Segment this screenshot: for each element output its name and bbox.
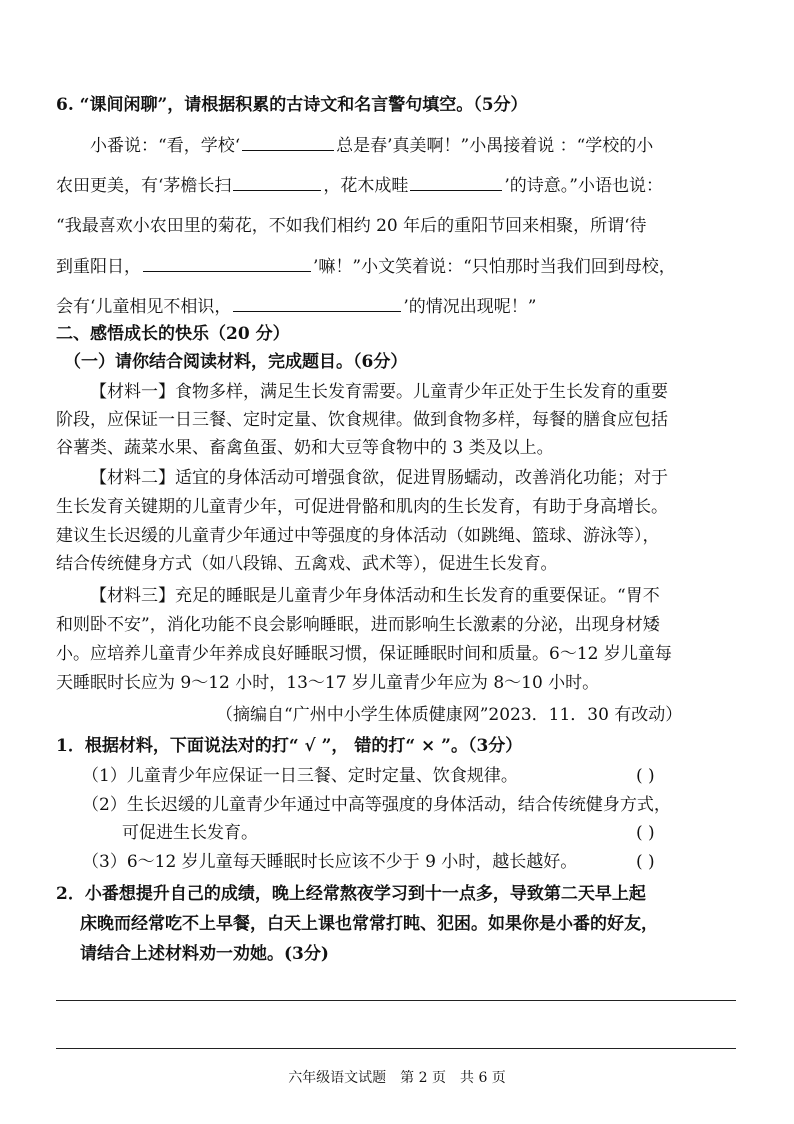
q2-line-3: 请结合上述材料劝一劝她。(3分) bbox=[80, 944, 329, 964]
subsection-1-title: （一）请你结合阅读材料，完成题目。（6分） bbox=[64, 352, 408, 372]
q1-answer-box-3[interactable]: ( ) bbox=[636, 852, 655, 872]
q6-title: 6. “课间闲聊”，请根据积累的古诗文和名言警句填空。（5分） bbox=[56, 95, 528, 115]
q1-answer-box-2[interactable]: ( ) bbox=[636, 823, 655, 843]
q2-line-2: 床晚而经常吃不上早餐，白天上课也常常打盹、犯困。如果你是小番的好友， bbox=[80, 914, 658, 934]
q1-statement-2: （2）生长迟缓的儿童青少年通过中高等强度的身体活动，结合传统健身方式， bbox=[82, 795, 671, 815]
material-3-line-2: 和则卧不安”，消化功能不良会影响睡眠，进而影响生长激素的分泌，出现身材矮 bbox=[56, 615, 660, 635]
material-2-line-1: 【材料二】适宜的身体活动可增强食欲，促进胃肠蠕动，改善消化功能；对于 bbox=[90, 468, 668, 488]
source-citation: （摘编自“广州中小学生体质健康网”2023．11．30 有改动） bbox=[216, 705, 683, 725]
answer-blank-3[interactable] bbox=[410, 173, 502, 191]
answer-line-1[interactable] bbox=[56, 1000, 736, 1001]
answer-blank-4[interactable] bbox=[143, 254, 311, 272]
material-3-line-4: 天睡眠时长应为 9～12 小时，13～17 岁儿童青少年应为 8～10 小时。 bbox=[56, 673, 600, 693]
answer-line-2[interactable] bbox=[56, 1048, 736, 1049]
material-3-line-3: 小。应培养儿童青少年养成良好睡眠习惯，保证睡眠时间和质量。6～12 岁儿童每 bbox=[56, 644, 672, 664]
material-1-line-2: 阶段，应保证一日三餐、定时定量、饮食规律。做到食物多样，每餐的膳食应包括 bbox=[56, 410, 668, 430]
page-footer: 六年级语文试题 第 2 页 共 6 页 bbox=[288, 1070, 506, 1086]
q1-title: 1．根据材料，下面说法对的打“ √ ”， 错的打“ × ”。（3分） bbox=[56, 736, 523, 756]
q1-answer-box-1[interactable]: ( ) bbox=[636, 766, 655, 786]
section-2-title: 二、感悟成长的快乐（20 分） bbox=[56, 324, 290, 344]
q2-line-1: 2．小番想提升自己的成绩，晚上经常熬夜学习到十一点多，导致第二天早上起 bbox=[56, 884, 646, 904]
material-1-line-1: 【材料一】食物多样，满足生长发育需要。儿童青少年正处于生长发育的重要 bbox=[90, 382, 668, 402]
material-2-line-3: 建议生长迟缓的儿童青少年通过中等强度的身体活动（如跳绳、篮球、游泳等）， bbox=[56, 526, 660, 546]
q1-statement-1: （1）儿童青少年应保证一日三餐、定时定量、饮食规律。 bbox=[82, 766, 518, 786]
q1-statement-2-cont: 可促进生长发育。 bbox=[122, 823, 258, 843]
q6-line-2: 农田更美，有‘茅檐长扫 ，花木成畦 ’的诗意。”小语也说： bbox=[56, 173, 663, 198]
q6-line-1: 小番说：“看，学校‘ 总是春’真美啊！”小禺接着说 ：“学校的小 bbox=[90, 133, 653, 158]
answer-blank-1[interactable] bbox=[242, 133, 334, 151]
material-1-line-3: 谷薯类、蔬菜水果、畜禽鱼蛋、奶和大豆等食物中的 3 类及以上。 bbox=[56, 438, 554, 458]
answer-blank-5[interactable] bbox=[233, 294, 401, 312]
q1-statement-3: （3）6～12 岁儿童每天睡眠时长应该不少于 9 小时，越长越好。 bbox=[82, 852, 578, 872]
q6-line-3: “我最喜欢小农田里的菊花，不如我们相约 20 年后的重阳节回来相聚，所谓‘待 bbox=[56, 216, 647, 236]
q6-line-4: 到重阳日， ’嘛！”小文笑着说：“只怕那时当我们回到母校， bbox=[56, 254, 676, 279]
material-2-line-4: 结合传统健身方式（如八段锦、五禽戏、武术等），促进生长发育。 bbox=[56, 554, 558, 574]
material-3-line-1: 【材料三】充足的睡眠是儿童青少年身体活动和生长发育的重要保证。“胃不 bbox=[90, 586, 660, 606]
answer-blank-2[interactable] bbox=[233, 173, 321, 191]
material-2-line-2: 生长发育关键期的儿童青少年，可促进骨骼和肌肉的生长发育，有助于身高增长。 bbox=[56, 497, 668, 517]
q6-line-5: 会有‘儿童相见不相识， ’的情况出现呢！” bbox=[56, 294, 537, 319]
